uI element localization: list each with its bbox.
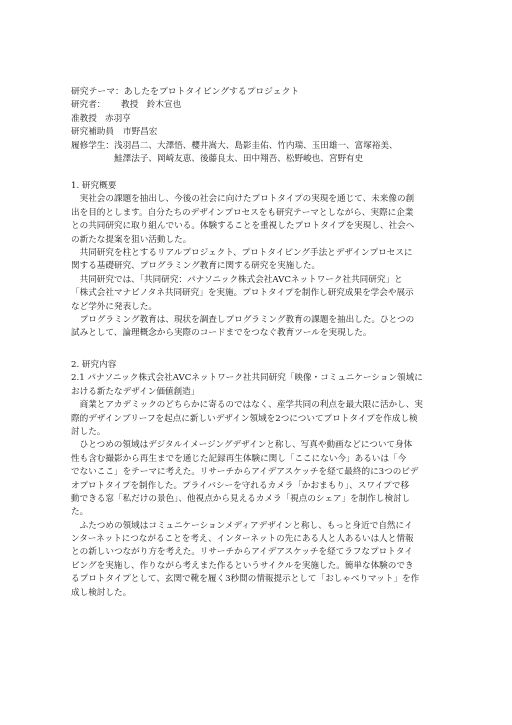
paragraph-line: との共同研究に取り組んでいる。体験することを重視したプロトタイプを実現し、社会へ <box>71 221 415 232</box>
paragraph-line: 共同研究を柱とするリアルプロジェクト、プロトタイピング手法とデザインプロセスに <box>79 247 413 258</box>
paragraph-line: 「株式会社マナビノタネ共同研究」を実施。プロトタイプを制作し研究成果を学会や展示 <box>71 288 414 299</box>
researcher-row <box>71 99 441 112</box>
students-row <box>71 140 441 153</box>
subsection-heading-cont: おける新たなデザイン価値創造」 <box>71 386 200 397</box>
subsection-heading: 2.1 パナソニック株式会社AVCネットワーク社共同研究「映像・コミュニケーション領域に <box>71 373 423 384</box>
assoc-professor-label: 准教授 <box>71 113 97 124</box>
paragraph-line: 性も含む撮影から再生までを通じた記録再生体験に関し「ここにない今」あるいは「今 <box>71 453 407 464</box>
paragraph-line: ンターネットにつながることを考え、インターネットの先にある人と人あるいは人と情報 <box>71 534 414 545</box>
paragraph-line: 共同研究では、「共同研究：パナソニック株式会社AVCネットワーク社共同研究」と <box>79 274 403 285</box>
paragraph-line: との新しいつながり方を考えた。リサーチからアイデアスケッチを経てラフなプロトタイ <box>71 547 413 558</box>
paragraph-line: 試みとして、論理概念から実際のコードまでをつなぐ教育ツールを実現した。 <box>71 328 372 339</box>
paragraph-line: 成し検討した。 <box>71 587 132 598</box>
assistant-label: 研究補助員 <box>71 127 114 138</box>
students-label: 履修学生： <box>71 140 114 151</box>
paragraph-line: オプロトタイプを制作した。プライバシーを守れるカメラ「かおまもり」、スワイプで移 <box>71 480 410 491</box>
research-theme: 研究テーマ：あしたをプロトタイピングするプロジェクト <box>71 87 300 97</box>
assoc-professor-value: 赤羽亨 <box>105 113 131 124</box>
paragraph-line: ふたつめの領域はコミュニケーションメディアデザインと称し、もっと身近で自然にイ <box>79 520 413 531</box>
students-line-2: 鮭澤法子、岡崎友恵、後藤良太、田中翔吾、松野峻也、宮野有史 <box>114 153 364 164</box>
paragraph-line: 実社会の課題を抽出し、今後の社会に向けたプロトタイプの実現を通じて、未来像の創 <box>79 194 415 205</box>
paragraph-line: た。 <box>71 507 89 518</box>
paragraph-line: プログラミング教育は、現状を調査しプログラミング教育の課題を抽出した。ひとつの <box>79 314 415 325</box>
researcher-value: 教授 鈴木宣也 <box>121 100 182 111</box>
section-overview <box>71 180 441 341</box>
assoc-professor-row <box>71 113 441 126</box>
paragraph-line: ひとつめの領域はデジタルイメージングデザインと称し、写真や動画などについて身体 <box>79 440 413 451</box>
section-heading: 2. 研究内容 <box>71 360 117 370</box>
paragraph-line: 出を目的とします。自分たちのデザインプロセスをも研究テーマとしながら、実際に企業 <box>71 207 414 218</box>
assistant-row <box>71 126 441 139</box>
research-header <box>71 86 441 166</box>
students-line-1: 浅羽昌二、大澤悟、櫻井嵩大、島影圭佑、竹内瑞、玉田雄一、富塚裕美、 <box>114 140 398 151</box>
paragraph-line: 商業とアカデミックのどちらかに寄るのではなく、産学共同の利点を最大限に活かし、実 <box>79 400 423 411</box>
paragraph-line: 関する基礎研究、プログラミング教育に関する研究を実施した。 <box>71 261 321 272</box>
section-heading: 1. 研究概要 <box>71 181 117 191</box>
section-content <box>71 359 441 600</box>
paragraph-line: でないここ」をテーマに考えた。リサーチからアイデアスケッチを経て最終的に3つのビデ <box>71 467 419 478</box>
assistant-value: 市野昌宏 <box>123 127 158 138</box>
paragraph-line: ピングを実施し、作りながら考えまた作るというサイクルを実施した。簡単な体験のでき <box>71 560 414 571</box>
paragraph-line: の新たな提案を狙い活動した。 <box>71 234 192 245</box>
paragraph-line: 討した。 <box>71 426 106 437</box>
paragraph-line: るプロトタイプとして、玄関で靴を履く3秒間の情報提示として「おしゃべりマット」を作 <box>71 574 420 585</box>
paragraph-line: 際的デザインブリーフを起点に新しいデザイン領域を2つについてプロトタイプを作成し検 <box>71 413 418 424</box>
researcher-label: 研究者： <box>71 100 106 111</box>
paragraph-line: 動できる窓「私だけの景色」、他視点から見えるカメラ「視点のシェア」を制作し検討し <box>71 493 411 504</box>
paragraph-line: など学外に発表した。 <box>71 301 157 312</box>
students-row-2 <box>71 153 441 166</box>
